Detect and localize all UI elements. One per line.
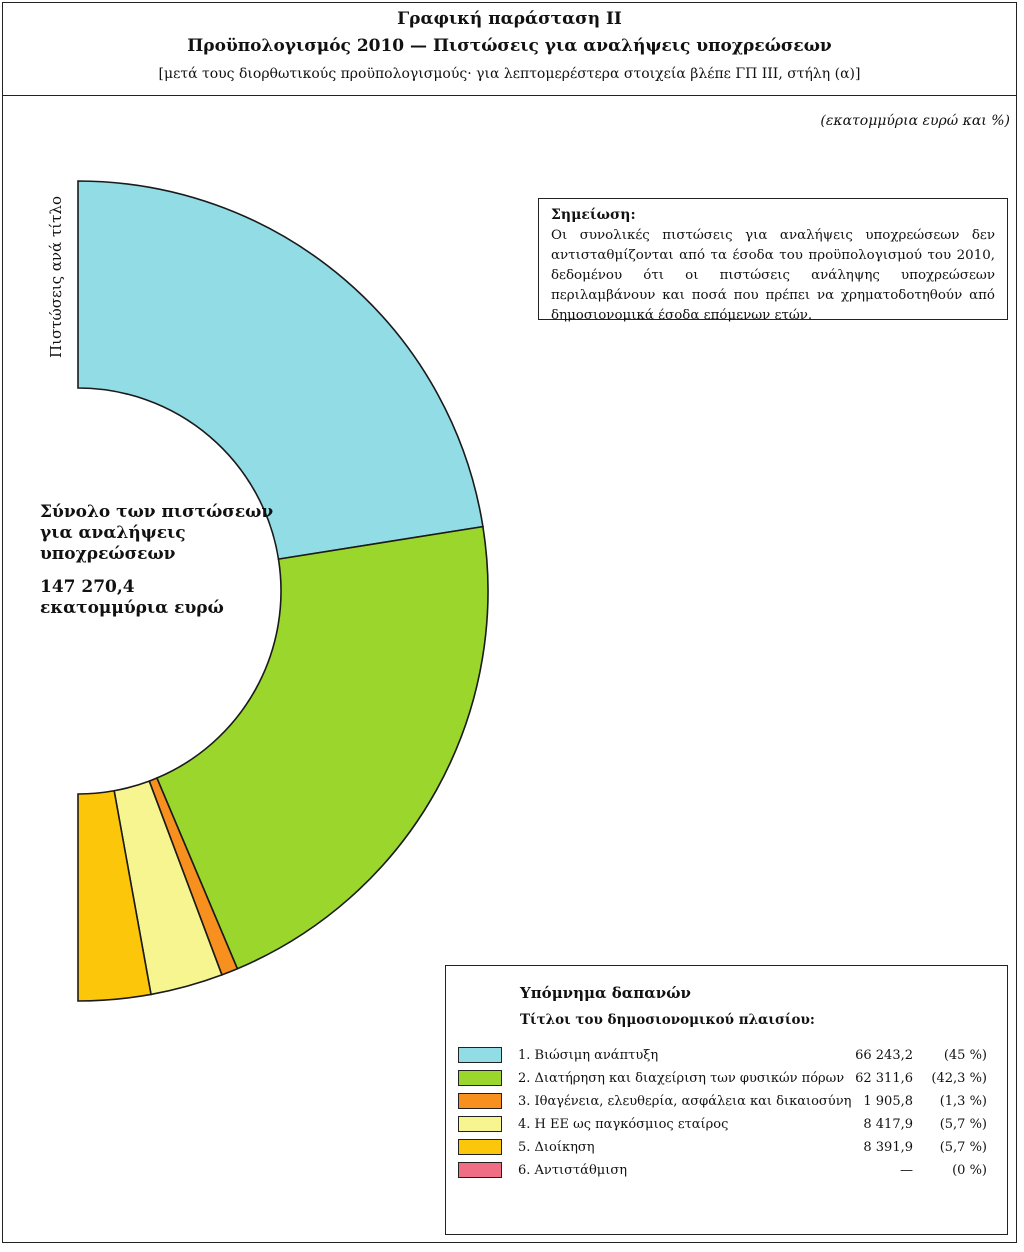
rotated-axis-label: Πιστώσεις ανά τίτλο [47,196,65,358]
legend-swatch [458,1093,502,1109]
legend-percent: (5,7 %) [939,1140,987,1155]
center-total-value: 147 270,4 [40,577,135,597]
legend-item-1 [458,1046,998,1066]
center-total-title: Σύνολο των πιστώσεων για αναλήψεις υποχρεώσεων [40,502,274,564]
legend-percent: (5,7 %) [939,1117,987,1132]
legend-box [445,965,1008,1235]
legend-label: 4. Η ΕΕ ως παγκόσμιος εταίρος [518,1117,729,1132]
center-total [40,502,280,619]
legend-percent: (45 %) [943,1048,987,1063]
legend-item-5 [458,1138,998,1158]
note-box [538,198,1008,323]
note-text: Οι συνολικές πιστώσεις για αναλήψεις υποχρεώσεων δεν αντισταθμίζονται από τα έσοδα του προϋπολογισμού του 2010, δεδομένου ότι οι πιστώσεις ανάληψης υποχρεώσεων περιλαμβάνουν και ποσά που πρέπει να χρηματοδοτηθούν από δημοσιονομικά έσοδα επόμενων ετών. [551,228,995,323]
legend-item-6 [458,1161,998,1181]
legend-subtitle: Τίτλοι του δημοσιονομικού πλαισίου: [520,1012,815,1028]
chart-title-line1: Γραφική παράσταση ΙΙ [397,9,622,29]
legend-item-4 [458,1115,998,1135]
chart-title-line2: Προϋπολογισμός 2010 — Πιστώσεις για αναλήψεις υποχρεώσεων [187,36,832,56]
legend-item-2 [458,1069,998,1089]
legend-swatch [458,1162,502,1178]
legend-title: Υπόμνημα δαπανών [520,984,691,1002]
legend-value: — [900,1163,913,1178]
units-label: (εκατομμύρια ευρώ και %) [820,113,1010,129]
legend-value: 8 391,9 [863,1140,913,1155]
legend-item-3 [458,1092,998,1112]
legend-percent: (42,3 %) [931,1071,987,1086]
legend-label: 2. Διατήρηση και διαχείριση των φυσικών πόρων [518,1071,845,1086]
legend-label: 5. Διοίκηση [518,1140,595,1155]
note-title: Σημείωση: [551,207,636,223]
legend-swatch [458,1139,502,1155]
legend-swatch [458,1047,502,1063]
legend-label: 3. Ιθαγένεια, ελευθερία, ασφάλεια και δικαιοσύνη [518,1094,852,1109]
legend-value: 66 243,2 [855,1048,913,1063]
legend-label: 1. Βιώσιμη ανάπτυξη [518,1048,659,1063]
legend-value: 8 417,9 [863,1117,913,1132]
legend-value: 62 311,6 [855,1071,913,1086]
legend-swatch [458,1116,502,1132]
legend-swatch [458,1070,502,1086]
legend-label: 6. Αντιστάθμιση [518,1163,627,1178]
center-total-amount [40,577,280,619]
center-total-unit: εκατομμύρια ευρώ [40,598,224,618]
chart-subtitle: [μετά τους διορθωτικούς προϋπολογισμούς· για λεπτομερέστερα στοιχεία βλέπε ΓΠ ΙΙΙ, στήλη (α)] [158,66,861,82]
legend-value: 1 905,8 [863,1094,913,1109]
legend-percent: (1,3 %) [939,1094,987,1109]
legend-percent: (0 %) [952,1163,987,1178]
